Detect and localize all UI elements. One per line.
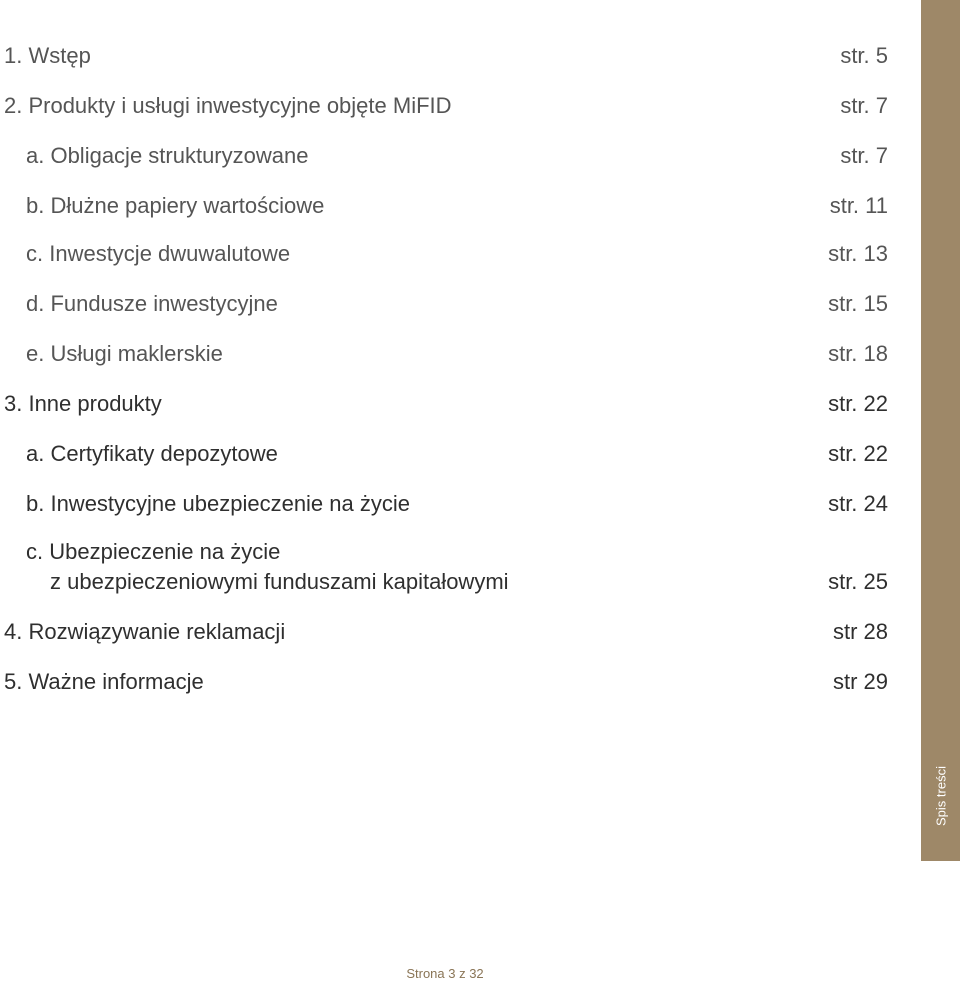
toc-item-label: e. Usługi maklerskie (26, 341, 223, 366)
page-number: Strona 3 z 32 (406, 966, 484, 981)
toc-item-page: str. 25 (828, 569, 888, 594)
toc-item-page: str 29 (832, 669, 888, 694)
side-tab-spis-tresci[interactable] (921, 730, 960, 861)
toc-item-page: str. 15 (828, 291, 888, 316)
toc-item-page: str. 7 (840, 143, 888, 168)
toc-item-page: str. 24 (828, 491, 888, 516)
toc-item-label: c. Ubezpieczenie na życie (26, 539, 281, 564)
toc-item-label-line2: z ubezpieczeniowymi funduszami kapitałowymi (50, 569, 509, 594)
toc-item-page: str. 11 (829, 193, 888, 218)
toc-item-label: b. Inwestycyjne ubezpieczenie na życie (26, 491, 410, 516)
toc-item-page: str 28 (832, 619, 888, 644)
toc-item-label: 4. Rozwiązywanie reklamacji (4, 619, 286, 644)
toc-item-page: str. 13 (828, 241, 888, 266)
toc-item-label: d. Fundusze inwestycyjne (26, 291, 278, 316)
toc-item-page: str. 22 (828, 391, 888, 416)
toc-item-page: str. 22 (828, 441, 888, 466)
toc-item-label: b. Dłużne papiery wartościowe (26, 193, 325, 218)
toc-item-label: c. Inwestycje dwuwalutowe (26, 241, 291, 266)
toc-item-label: a. Obligacje strukturyzowane (26, 143, 309, 168)
side-tab-label: Spis treści (933, 765, 948, 826)
toc-item-label: 5. Ważne informacje (4, 669, 204, 694)
toc-item-label: 2. Produkty i usługi inwestycyjne objęte MiFID (4, 93, 452, 118)
toc-item-ubezpieczenie-ufk[interactable] (0, 538, 888, 598)
toc-item-label: a. Certyfikaty depozytowe (26, 441, 278, 466)
toc-item-page: str. 7 (840, 93, 888, 118)
toc-item-label: 1. Wstęp (4, 43, 91, 68)
toc-item-page: str. 5 (840, 43, 888, 68)
toc-item-page: str. 18 (828, 341, 888, 366)
toc-item-label: 3. Inne produkty (4, 391, 162, 416)
